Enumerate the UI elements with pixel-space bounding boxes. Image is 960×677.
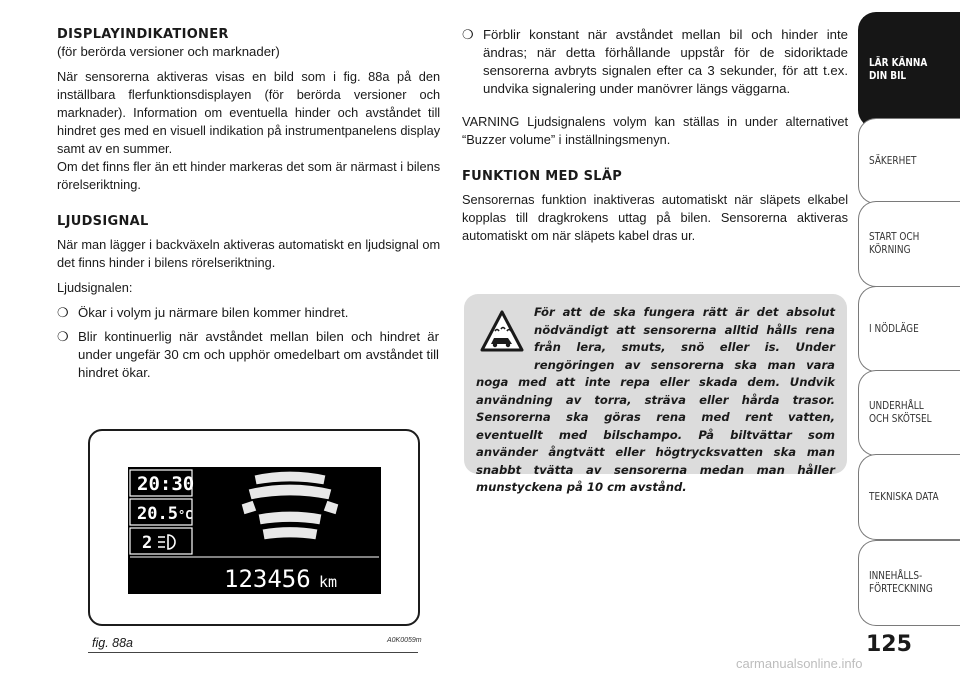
paragraph-multiple-obstacles: Om det finns fler än ett hinder markeras det som är närmast i bilens rörelseriktning.: [57, 159, 441, 192]
display-subheading: (för berörda versioner och marknader): [57, 44, 280, 59]
paragraph-sound-signal: När man lägger i backväxeln aktiveras automatiskt en ljudsignal om det finns hinder i bilens rörelseriktning.: [57, 237, 441, 270]
list-item: ❍ Förblir konstant när avståndet mellan bil och hinder inte ändras; när detta förhållande uppstår för de sidoriktade sensorerna avbryts signalen efter ca 3 sekunder, för att t.ex. undvika signalering under manövrer längs väggarna.: [462, 27, 848, 96]
circle-bullet-icon: ❍: [462, 27, 474, 42]
parking-sensor-graphic: [241, 471, 339, 540]
display-odometer-unit: km: [319, 573, 338, 591]
display-gear: 2: [142, 533, 153, 553]
paragraph-sound-intro: Ljudsignalen:: [57, 280, 133, 295]
gear-cell: [130, 528, 192, 554]
circle-bullet-icon: ❍: [57, 329, 69, 344]
figure-rule: [88, 652, 418, 653]
paragraph-volume-warning: VARNING Ljudsignalens volym kan ställas in under alternativet “Buzzer volume” i inställningsmenyn.: [462, 114, 849, 147]
tab-start-och-korning[interactable]: START OCH KÖRNING: [858, 201, 960, 287]
car-wash-warning-icon: [478, 306, 526, 358]
display-time: 20:30: [137, 473, 195, 495]
chapter-tabs: [858, 0, 960, 677]
tab-innehallsforteckning[interactable]: INNEHÅLLS- FÖRTECKNING: [858, 540, 960, 626]
display-odometer: 123456: [224, 565, 311, 593]
warning-text: För att de ska fungera rätt är det absolut nödvändigt att sensorerna alltid hålls rena från lera, smuts, snö eller is. Under rengöringen av sensorerna ska man vara noga med att inte repa eller skada dem. Undvik användning av torra, sträva eller hårda trasor. Sensorerna ska göras rena med rent vatten, eventuellt med bilschampo. På biltvättar som använder ångtvätt eller högtrycksvatten ska man snabbt tvätta av sensorerna medan man håller munstyckena på 10 cm avstånd.: [476, 305, 835, 494]
list-item: ❍ Blir kontinuerlig när avståndet mellan bilen och hindret är under ungefär 30 cm och upphör omedelbart om avståndet till hindret ökar.: [57, 329, 439, 380]
right-column: [462, 26, 848, 252]
heading-display: DISPLAYINDIKATIONER: [57, 27, 229, 42]
list-item: ❍ Ökar i volym ju närmare bilen kommer hindret.: [57, 305, 349, 320]
left-column: [57, 26, 439, 388]
watermark: carmanualsonline.info: [736, 656, 863, 671]
figure-code: A0K0059m: [387, 637, 422, 644]
tab-tekniska-data[interactable]: TEKNISKA DATA: [858, 454, 960, 540]
circle-bullet-icon: ❍: [57, 305, 69, 320]
page-number: 125: [866, 632, 912, 657]
heading-sound-signal: LJUDSIGNAL: [57, 214, 149, 229]
heading-trailer-function: FUNKTION MED SLÄP: [462, 169, 623, 184]
paragraph-trailer: Sensorernas funktion inaktiveras automatiskt när släpets elkabel kopplas till dragkrokens uttag på bilen. Sensorerna aktiveras automatiskt om när släpets kabel dras ur.: [462, 192, 849, 243]
figure-caption: fig. 88a: [92, 636, 134, 650]
display-temperature: 20.5°C: [137, 504, 193, 524]
tab-i-nodlage[interactable]: I NÖDLÄGE: [858, 286, 960, 372]
tab-sakerhet[interactable]: SÄKERHET: [858, 118, 960, 204]
warning-box: [464, 294, 847, 494]
tab-underhall-och-skotsel[interactable]: UNDERHÅLL OCH SKÖTSEL: [858, 370, 960, 456]
multifunction-display: [128, 467, 381, 594]
paragraph-display-info: När sensorerna aktiveras visas en bild som i fig. 88a på den inställbara flerfunktionsdisplayen (för berörda versioner och marknader). Information om eventuella hinder och avståndet till hindret ges med en visuell indikation på instrumentpanelens display samt av en summer.: [57, 69, 441, 156]
tab-lar-kanna-din-bil[interactable]: LÄR KÄNNA DIN BIL: [858, 12, 960, 128]
